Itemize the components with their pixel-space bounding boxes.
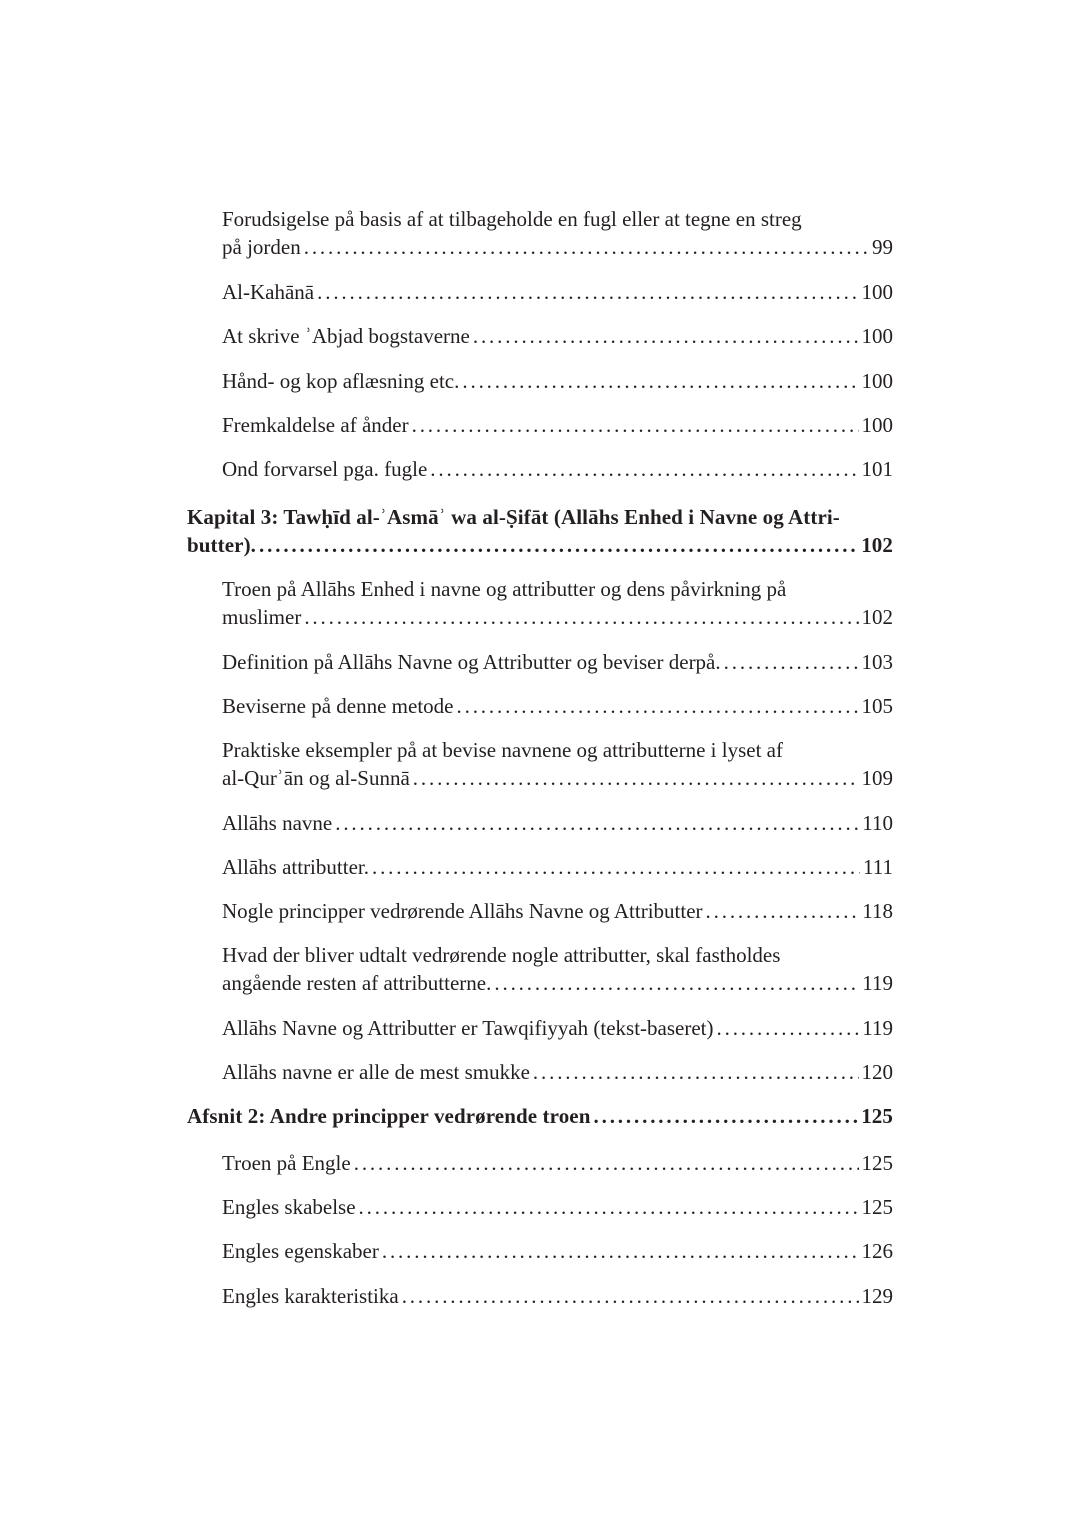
- dot-leader: [317, 278, 858, 306]
- toc-entry-line: [222, 1193, 893, 1221]
- dot-leader: [462, 367, 858, 395]
- toc-entry-title: Engles skabelse: [222, 1195, 356, 1219]
- toc-page-number: 105: [861, 694, 893, 718]
- toc-entry-title: butter).: [187, 533, 257, 557]
- dot-leader: [413, 764, 859, 792]
- toc-entry-title: Fremkaldelse af ånder: [222, 413, 409, 437]
- dot-leader: [430, 455, 858, 483]
- dot-leader: [717, 1014, 860, 1042]
- toc-entry-line: [187, 531, 893, 559]
- toc-entry-title: Troen på Engle: [222, 1151, 351, 1175]
- toc-page-number: 119: [862, 1016, 893, 1040]
- toc-page-number: 102: [861, 605, 893, 629]
- toc-entry: [187, 322, 893, 350]
- dot-leader: [372, 853, 860, 881]
- toc-entry: [187, 1014, 893, 1042]
- toc-entry-title-line: Troen på Allāhs Enhed i navne og attributter og dens påvirkning på: [222, 577, 787, 601]
- dot-leader: [304, 603, 858, 631]
- dot-leader: [354, 1149, 859, 1177]
- toc-page-number: 103: [861, 650, 893, 674]
- toc-entry-line: [222, 1237, 893, 1265]
- toc-page-number: 111: [863, 855, 893, 879]
- toc-entry-title: muslimer: [222, 605, 302, 629]
- toc-entry-line: [222, 411, 893, 439]
- toc-page-number: 125: [861, 1195, 893, 1219]
- toc-entry-line: [222, 969, 893, 997]
- toc-page-number: 125: [861, 1151, 893, 1175]
- toc-entry: [187, 278, 893, 306]
- toc-entry-line: [222, 233, 893, 261]
- toc-entry-line: [222, 322, 893, 350]
- dot-leader: [259, 531, 858, 559]
- toc-page-number: 100: [861, 413, 893, 437]
- toc-page-number: 100: [861, 324, 893, 348]
- toc-page-number: 100: [861, 280, 893, 304]
- toc-entry: [187, 411, 893, 439]
- toc-entry-title: Al-Kahānā: [222, 280, 315, 304]
- toc-entry: [187, 1058, 893, 1086]
- toc-entry-line: [222, 455, 893, 483]
- toc-entry-title: Hånd- og kop aflæsning etc.: [222, 369, 460, 393]
- toc-entry-title: al-Qurʾān og al-Sunnā: [222, 766, 410, 790]
- toc-page-number: 100: [861, 369, 893, 393]
- toc-page-number: 126: [861, 1239, 893, 1263]
- toc-entry: [187, 897, 893, 925]
- toc-entry-title: på jorden: [222, 235, 301, 259]
- toc-entry-title-line: Forudsigelse på basis af at tilbageholde en fugl eller at tegne en streg: [222, 207, 802, 231]
- toc-entry-title: Ond forvarsel pga. fugle: [222, 457, 428, 481]
- toc-entry-line: [222, 278, 893, 306]
- toc-entry: [187, 1193, 893, 1221]
- toc-entry-line: [222, 367, 893, 395]
- toc-entry-title: Beviserne på denne metode: [222, 694, 454, 718]
- toc-entry-title: Engles egenskaber: [222, 1239, 379, 1263]
- toc-entry: [187, 1237, 893, 1265]
- toc-entry: [187, 1149, 893, 1177]
- toc-page-number: 110: [862, 811, 893, 835]
- toc-entry-line: [222, 648, 893, 676]
- toc-entry-title: Allāhs Navne og Attributter er Tawqifiyyah (tekst-baseret): [222, 1016, 714, 1040]
- toc-page-number: 118: [862, 899, 893, 923]
- toc-entry: [187, 692, 893, 720]
- toc-entry-line: [222, 764, 893, 792]
- dot-leader: [304, 233, 869, 261]
- toc-entry-title: Allāhs navne er alle de mest smukke: [222, 1060, 530, 1084]
- dot-leader: [706, 897, 860, 925]
- toc-entry-line: [222, 1282, 893, 1310]
- toc-entry: [187, 1282, 893, 1310]
- dot-leader: [494, 969, 859, 997]
- toc-entry: [187, 648, 893, 676]
- toc-entry: [187, 367, 893, 395]
- toc-entry-title-line: Praktiske eksempler på at bevise navnene og attributterne i lyset af: [222, 738, 783, 762]
- toc-page-number: 120: [861, 1060, 893, 1084]
- toc-entry: [187, 455, 893, 483]
- toc-entry-line: [187, 1102, 893, 1130]
- dot-leader: [412, 411, 859, 439]
- toc-entry: [187, 809, 893, 837]
- toc-entry-title: Nogle principper vedrørende Allāhs Navne og Attributter: [222, 899, 703, 923]
- toc-chapter-entry: [187, 1102, 893, 1130]
- toc-entry: [187, 853, 893, 881]
- toc-entry-title: Allāhs attributter.: [222, 855, 369, 879]
- toc-entry-line: [222, 1058, 893, 1086]
- toc-entry-title: Definition på Allāhs Navne og Attributter og beviser derpå.: [222, 650, 721, 674]
- toc-page-number: 102: [861, 533, 893, 557]
- dot-leader: [402, 1282, 859, 1310]
- dot-leader: [335, 809, 859, 837]
- toc-page-number: 119: [862, 971, 893, 995]
- toc-entry-line: [222, 1014, 893, 1042]
- toc-entry-title-line: Kapital 3: Tawḥīd al-ʾAsmāʾ wa al-Ṣifāt (Allāhs Enhed i Navne og Attri-: [187, 505, 840, 529]
- dot-leader: [457, 692, 859, 720]
- toc-page-number: 101: [861, 457, 893, 481]
- toc-entry: [187, 575, 893, 631]
- toc-entry-title: Afsnit 2: Andre principper vedrørende troen: [187, 1104, 591, 1128]
- toc-entry: [187, 736, 893, 792]
- toc-chapter-entry: [187, 503, 893, 559]
- dot-leader: [533, 1058, 859, 1086]
- toc-entry-title: angående resten af attributterne.: [222, 971, 492, 995]
- toc-page-number: 99: [872, 235, 893, 259]
- dot-leader: [382, 1237, 859, 1265]
- toc-entry-line: [222, 603, 893, 631]
- toc-entry-line: [222, 809, 893, 837]
- toc-entry-line: [222, 692, 893, 720]
- toc-entry: [187, 941, 893, 997]
- toc-entry: [187, 205, 893, 261]
- dot-leader: [724, 648, 859, 676]
- toc-page-number: 109: [861, 766, 893, 790]
- dot-leader: [359, 1193, 859, 1221]
- toc-page-number: 125: [861, 1104, 893, 1128]
- dot-leader: [594, 1102, 859, 1130]
- toc-entry-title: Engles karakteristika: [222, 1284, 399, 1308]
- toc-entry-line: [222, 853, 893, 881]
- toc-entry-line: [222, 897, 893, 925]
- dot-leader: [473, 322, 859, 350]
- toc-entry-line: [222, 1149, 893, 1177]
- toc-page-number: 129: [861, 1284, 893, 1308]
- toc-entry-title-line: Hvad der bliver udtalt vedrørende nogle attributter, skal fastholdes: [222, 943, 781, 967]
- toc-entry-title: Allāhs navne: [222, 811, 333, 835]
- toc-entry-title: At skrive ʾAbjad bogstaverne: [222, 324, 470, 348]
